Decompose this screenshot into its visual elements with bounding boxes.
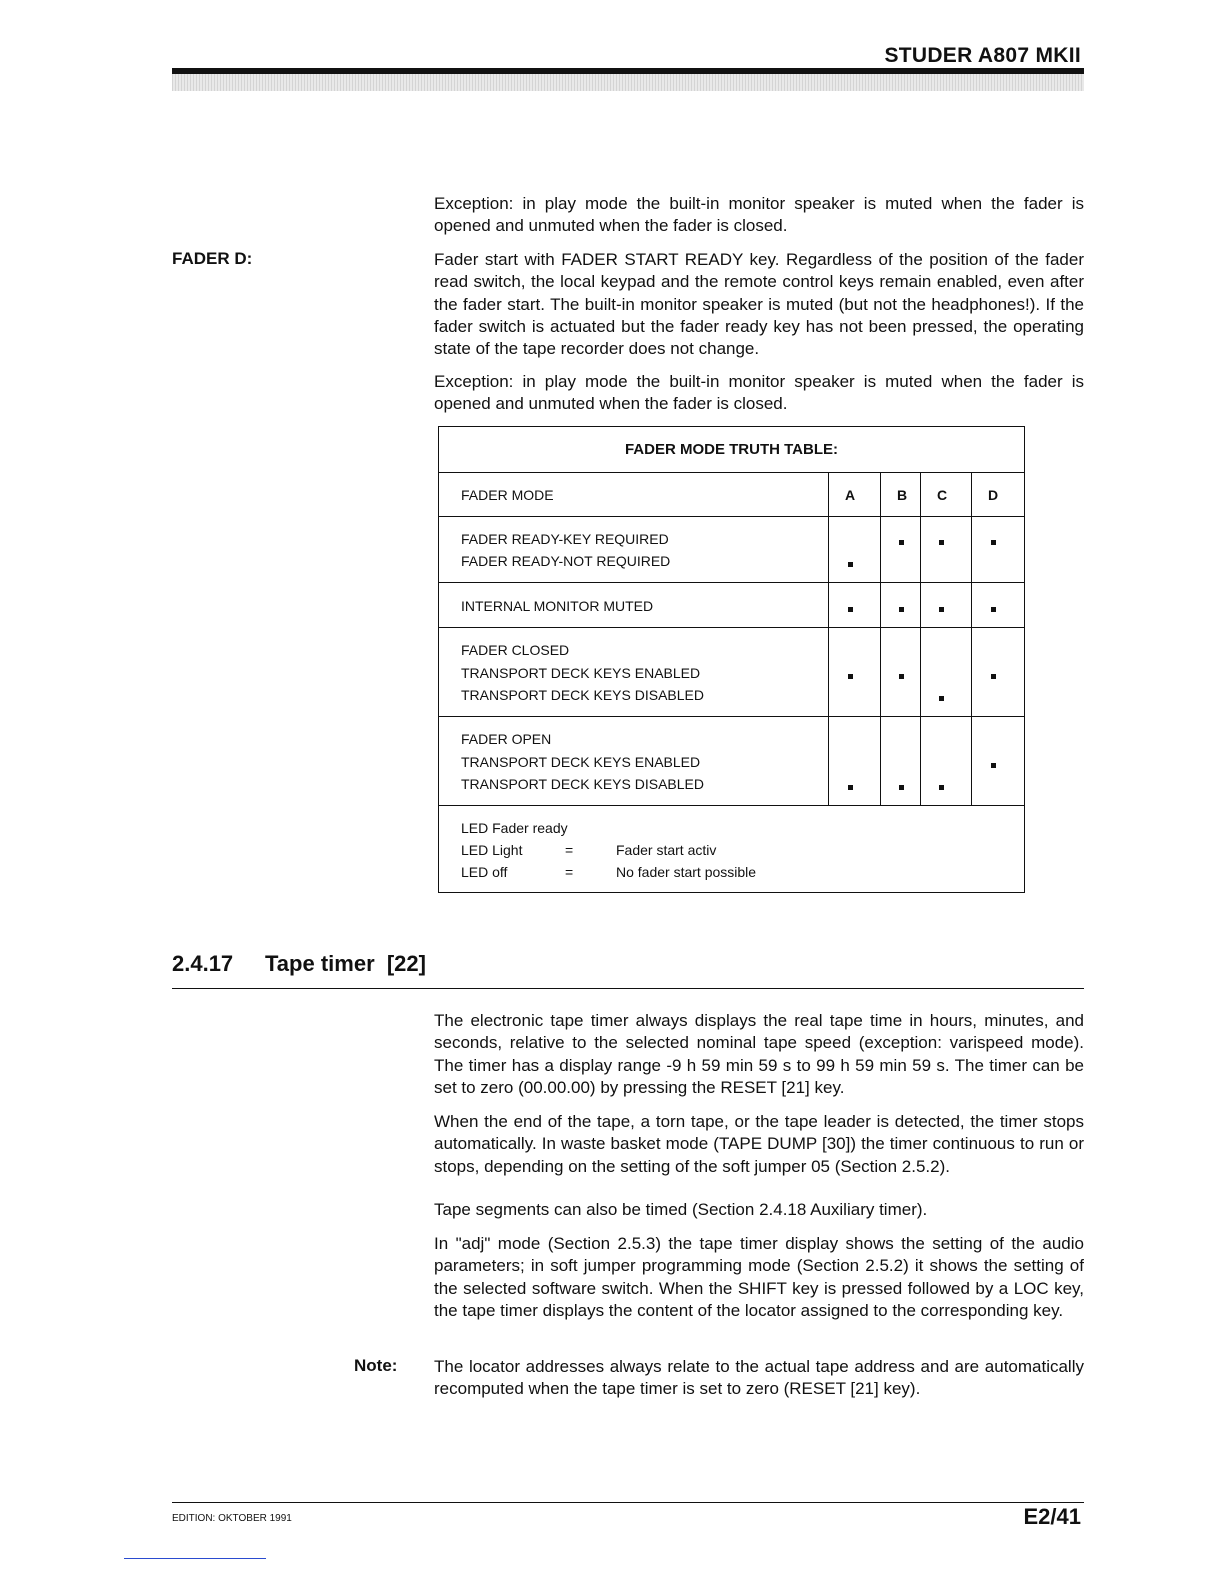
- tape-timer-paragraph-2: When the end of the tape, a torn tape, or the tape leader is detected, the timer stops automatically. In waste basket mode (TAPE DUMP [30]) the timer continuous to run or stops, depending on the setting of the soft jumper 05 (Section 2.5.2).: [434, 1112, 1084, 1176]
- footer-rule: [172, 1502, 1084, 1503]
- column-header-a: A: [844, 487, 856, 503]
- column-header-b: B: [896, 487, 908, 503]
- truth-mark-open-enabled-d: [991, 763, 996, 768]
- legend-led-off: LED off: [461, 864, 508, 880]
- truth-mark-ready-not-required-a: [848, 562, 853, 567]
- truth-mark-open-disabled-a: [848, 785, 853, 790]
- truth-mark-closed-enabled-a: [848, 674, 853, 679]
- row-monitor-muted: INTERNAL MONITOR MUTED: [461, 598, 654, 614]
- fader-mode-label: FADER MODE: [461, 487, 554, 503]
- truth-table-title: FADER MODE TRUTH TABLE:: [624, 441, 839, 458]
- footer-blue-mark: [124, 1558, 266, 1559]
- note-label: Note:: [354, 1356, 398, 1375]
- row-closed-keys-enabled: TRANSPORT DECK KEYS ENABLED: [461, 665, 701, 681]
- truth-mark-ready-required-c: [939, 540, 944, 545]
- truth-mark-open-disabled-b: [899, 785, 904, 790]
- edition-text: EDITION: OKTOBER 1991: [172, 1513, 292, 1524]
- note-paragraph: The locator addresses always relate to the actual tape address and are automatically recomputed when the tape timer is set to zero (RESET [21] key).: [434, 1357, 1084, 1399]
- fader-d-paragraph: Fader start with FADER START READY key. Regardless of the position of the fader read switch, the local keypad and the remote control keys remain enabled, even after the fader start. The built-in monitor speaker is muted (but not the headphones!). If the fader switch is actuated but the fader ready key has not been pressed, the operating state of the tape recorder does not change.: [434, 250, 1084, 359]
- legend-light-meaning: Fader start activ: [616, 842, 717, 858]
- fader-d-label: FADER D:: [172, 249, 253, 268]
- truth-mark-monitor-muted-a: [848, 607, 853, 612]
- truth-mark-closed-enabled-d: [991, 674, 996, 679]
- row-closed-keys-disabled: TRANSPORT DECK KEYS DISABLED: [461, 687, 704, 703]
- tape-timer-paragraph-1: The electronic tape timer always displays the real tape time in hours, minutes, and seconds, relative to the selected nominal tape speed (exception: varispeed mode). The timer has a display range -9 h 59 min 59 s to 99 h 59 min 59 s. The timer can be set to zero (00.00.00) by pressing the RESET [21] key.: [434, 1011, 1084, 1097]
- row-open-keys-disabled: TRANSPORT DECK KEYS DISABLED: [461, 776, 704, 792]
- truth-mark-ready-required-d: [991, 540, 996, 545]
- column-header-c: C: [936, 487, 948, 503]
- document-title: STUDER A807 MKII: [884, 44, 1081, 67]
- fader-d-exception-paragraph: Exception: in play mode the built-in monitor speaker is muted when the fader is opened and unmuted when the fader is closed.: [434, 372, 1084, 414]
- legend-led-light: LED Light: [461, 842, 523, 858]
- section-rule: [172, 988, 1084, 989]
- row-fader-closed: FADER CLOSED: [461, 642, 570, 658]
- truth-mark-ready-required-b: [899, 540, 904, 545]
- legend-equals-light: =: [565, 842, 574, 858]
- truth-mark-open-disabled-c: [939, 785, 944, 790]
- truth-mark-monitor-muted-c: [939, 607, 944, 612]
- legend-equals-off: =: [565, 864, 574, 880]
- column-header-d: D: [987, 487, 999, 503]
- row-open-keys-enabled: TRANSPORT DECK KEYS ENABLED: [461, 754, 701, 770]
- page-number: E2/41: [1023, 1504, 1081, 1529]
- section-number: 2.4.17: [172, 951, 234, 976]
- truth-mark-closed-disabled-c: [939, 696, 944, 701]
- row-ready-key-required: FADER READY-KEY REQUIRED: [461, 531, 669, 547]
- row-fader-open: FADER OPEN: [461, 731, 552, 747]
- fader-mode-truth-table: [438, 426, 1025, 893]
- section-title: Tape timer [22]: [265, 951, 426, 976]
- legend-led-fader-ready: LED Fader ready: [461, 820, 568, 836]
- truth-mark-monitor-muted-b: [899, 607, 904, 612]
- intro-exception-paragraph: Exception: in play mode the built-in monitor speaker is muted when the fader is opened and unmuted when the fader is closed.: [434, 194, 1084, 236]
- row-ready-not-required: FADER READY-NOT REQUIRED: [461, 553, 671, 569]
- header-shaded-band: [172, 74, 1084, 91]
- truth-mark-closed-enabled-b: [899, 674, 904, 679]
- tape-timer-paragraph-3: Tape segments can also be timed (Section 2.4.18 Auxiliary timer).: [434, 1200, 928, 1219]
- legend-off-meaning: No fader start possible: [616, 864, 757, 880]
- truth-mark-monitor-muted-d: [991, 607, 996, 612]
- tape-timer-paragraph-4: In "adj" mode (Section 2.5.3) the tape timer display shows the setting of the audio parameters; in soft jumper programming mode (Section 2.5.2) it shows the setting of the selected software switch. When the SHIFT key is pressed followed by a LOC key, the tape timer displays the content of the locator assigned to the corresponding key.: [434, 1234, 1084, 1320]
